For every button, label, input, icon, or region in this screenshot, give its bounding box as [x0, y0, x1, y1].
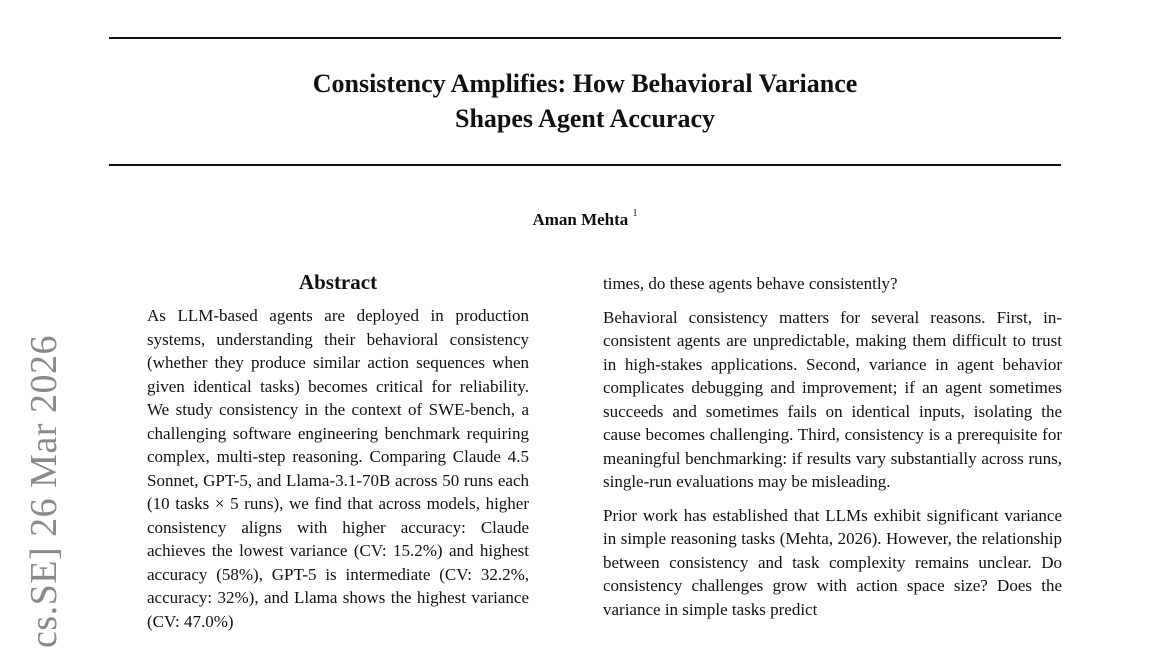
abstract-text: As LLM-based agents are deployed in production systems, understanding their behavioral consistency (whether they produce similar action sequences when given identical tasks) becomes critical for reliability. We study consistency in the context of SWE-bench, a challenging software engineering benchmark requiring complex, multi-step reasoning. Comparing Claude 4.5 Sonnet, GPT-5, and Llama-3.1-70B across 50 runs each (10 tasks × 5 runs), we find that across models, higher consistency aligns with higher accuracy: Claude achieves the lowest variance (CV: 15.2%) and highest accuracy (58%), GPT-5 is intermediate (CV: 32.2%, accuracy: 32%), and Llama shows the highest variance (CV: 47.0%)	[147, 306, 529, 631]
author-name: Aman Mehta	[532, 210, 629, 229]
arxiv-side-stamp: cs.SE] 26 Mar 2026	[23, 335, 65, 648]
abstract-column	[147, 304, 529, 643]
paper-title-line-1: Consistency Amplifies: How Behavioral Variance	[312, 69, 858, 98]
intro-paragraph-consistency-matters: Behavioral consistency matters for several reasons. First, inconsistent agents are unpredictable, making them difficult to trust in high-stakes applications. Second, variance in agent behavior complicates debugging and improvement; if an agent sometimes succeeds and sometimes fails on identical inputs, isolating the cause becomes challenging. Third, consistency is a prerequisite for meaningful benchmarking: if results vary substantially across runs, single-run evaluations may be misleading.	[603, 307, 1062, 491]
intro-paragraph-prior-work: Prior work has established that LLMs exhibit significant variance in simple reasoning tasks (Mehta, 2026). However, the relationship between consistency and task complexity remains unclear. Do consistency challenges grow with action space size? Does the variance in simple tasks predict	[603, 505, 1062, 619]
introduction-column	[603, 272, 1062, 631]
paper-title	[109, 66, 1061, 136]
title-top-rule	[109, 37, 1061, 39]
paper-title-line-2: Shapes Agent Accuracy	[455, 104, 715, 133]
abstract-heading: Abstract	[298, 270, 378, 294]
author-line	[109, 210, 1061, 230]
intro-paragraph-continuation: times, do these agents behave consistently?	[603, 274, 898, 293]
title-bottom-rule	[109, 164, 1061, 166]
author-affiliation-marker: 1	[632, 208, 638, 220]
